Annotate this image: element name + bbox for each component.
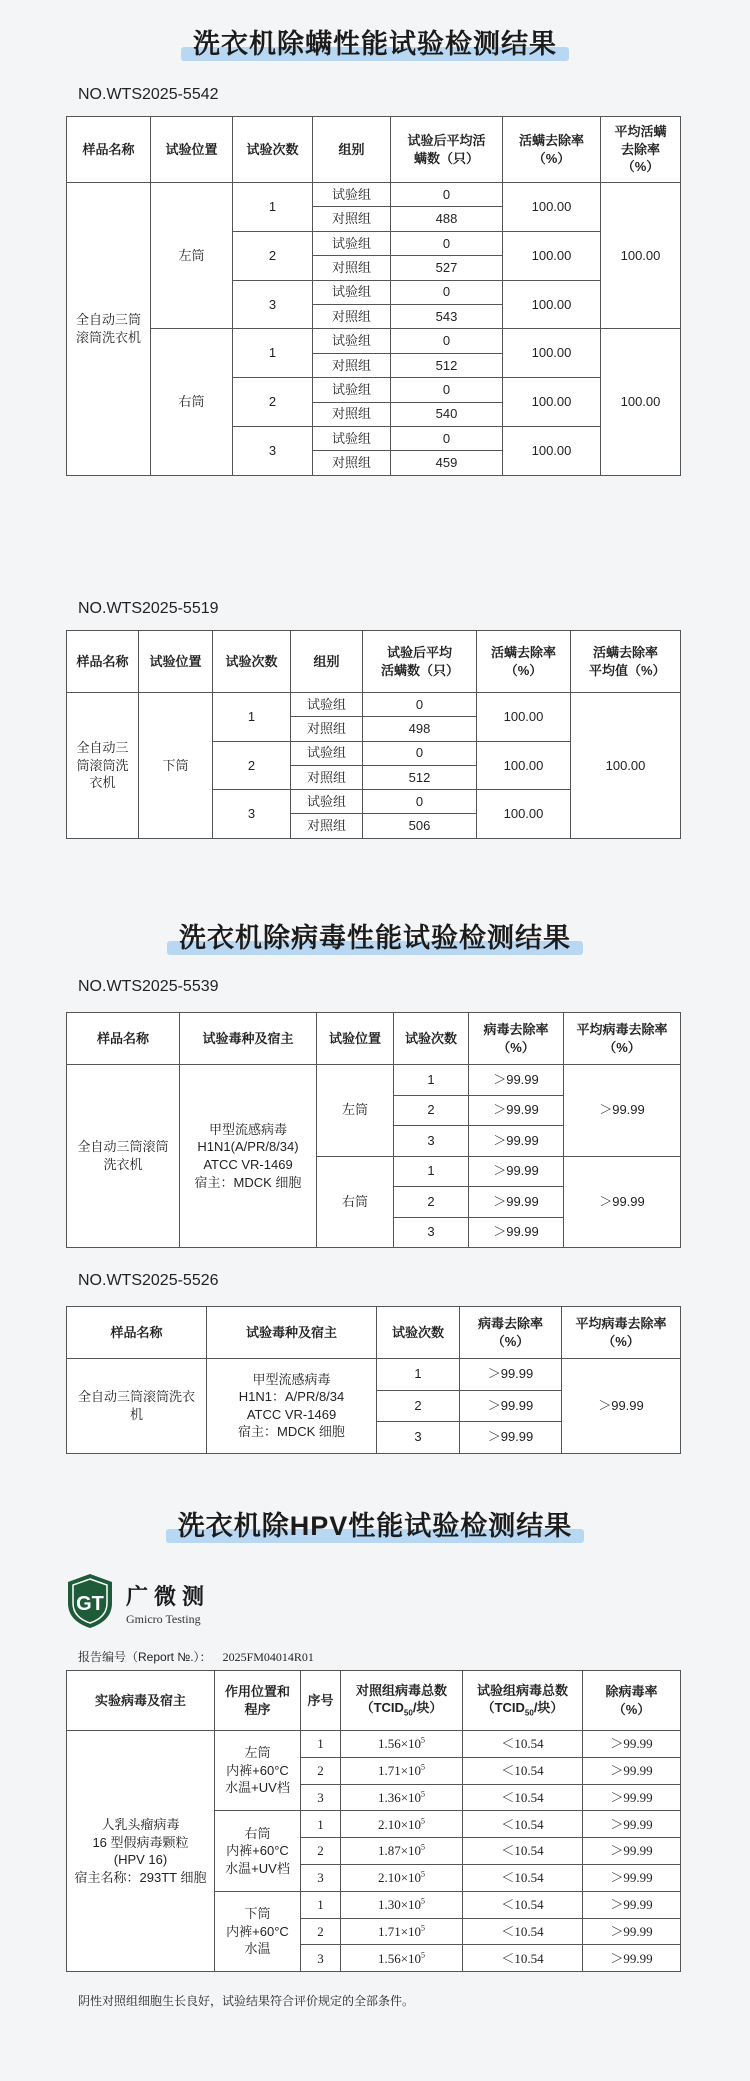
col-header: 样品名称 bbox=[67, 117, 151, 183]
test-virus-count: ＜10.54 bbox=[463, 1918, 583, 1945]
virus-removal-rate: ＞99.99 bbox=[460, 1359, 562, 1391]
col-header: 样品名称 bbox=[67, 631, 139, 693]
avg-virus-removal-rate: ＞99.99 bbox=[564, 1156, 681, 1248]
table-row bbox=[67, 183, 681, 207]
test-virus-count: ＜10.54 bbox=[463, 1864, 583, 1891]
virus-strain bbox=[207, 1359, 377, 1454]
virus-removal-rate: ＞99.99 bbox=[583, 1945, 681, 1972]
seq-number: 2 bbox=[301, 1757, 341, 1784]
count-mantissa: 2.10×10 bbox=[377, 1816, 422, 1832]
trial-number: 3 bbox=[394, 1217, 469, 1248]
seq-number: 1 bbox=[301, 1891, 341, 1918]
mite-table-1 bbox=[66, 116, 681, 476]
count-exponent: 5 bbox=[421, 1762, 426, 1772]
trial-number: 2 bbox=[233, 231, 313, 280]
test-position: 右筒 bbox=[317, 1156, 394, 1248]
virus-removal-rate: ＞99.99 bbox=[469, 1126, 564, 1157]
col-header: 平均病毒去除率（%） bbox=[564, 1013, 681, 1065]
strain-line: 宿主：MDCK 细胞 bbox=[194, 1174, 302, 1190]
group-label: 对照组 bbox=[291, 717, 363, 741]
strain-line: H1N1：A/PR/8/34 bbox=[238, 1389, 345, 1405]
report-number: NO.WTS2025-5526 bbox=[78, 1272, 219, 1289]
group-label: 试验组 bbox=[291, 693, 363, 717]
trial-number: 3 bbox=[233, 426, 313, 475]
trial-number: 1 bbox=[233, 329, 313, 378]
trial-number: 3 bbox=[233, 280, 313, 329]
group-label: 试验组 bbox=[313, 280, 391, 304]
virus-table-1 bbox=[66, 1012, 681, 1248]
section-title-mite: 洗衣机除螨性能试验检测结果 bbox=[0, 22, 750, 61]
test-virus-count: ＜10.54 bbox=[463, 1731, 583, 1758]
avg-virus-removal-rate: ＞99.99 bbox=[564, 1065, 681, 1157]
seq-number: 1 bbox=[301, 1731, 341, 1758]
hpv-table bbox=[66, 1670, 681, 1972]
mite-count: 0 bbox=[391, 183, 503, 207]
mite-count: 0 bbox=[391, 378, 503, 402]
col-header: 试验次数 bbox=[213, 631, 291, 693]
trial-number: 2 bbox=[233, 378, 313, 427]
col-header: 样品名称 bbox=[67, 1013, 180, 1065]
col-header: 作用位置和程序 bbox=[215, 1671, 301, 1731]
subscript: 50 bbox=[403, 1708, 413, 1718]
group-label: 试验组 bbox=[313, 329, 391, 353]
test-virus-count: ＜10.54 bbox=[463, 1784, 583, 1811]
virus-removal-rate: ＞99.99 bbox=[469, 1095, 564, 1126]
mite-count: 0 bbox=[391, 280, 503, 304]
col-header: 活螨去除率（%） bbox=[503, 117, 601, 183]
group-label: 试验组 bbox=[313, 378, 391, 402]
trial-number: 2 bbox=[394, 1187, 469, 1218]
mite-count: 0 bbox=[363, 741, 477, 765]
avg-removal-rate: 100.00 bbox=[601, 329, 681, 475]
seq-number: 3 bbox=[301, 1784, 341, 1811]
col-header: 试验毒种及宿主 bbox=[180, 1013, 317, 1065]
mite-count: 540 bbox=[391, 402, 503, 426]
trial-number: 1 bbox=[213, 693, 291, 742]
control-virus-count bbox=[341, 1784, 463, 1811]
trial-number: 3 bbox=[213, 790, 291, 839]
count-mantissa: 1.36×10 bbox=[377, 1789, 422, 1805]
section-title-hpv: 洗衣机除HPV性能试验检测结果 bbox=[0, 1504, 750, 1543]
col-header: 组别 bbox=[313, 117, 391, 183]
strain-line: ATCC VR-1469 bbox=[246, 1406, 337, 1422]
mite-count: 459 bbox=[391, 451, 503, 475]
position-program bbox=[215, 1891, 301, 1971]
mite-count: 527 bbox=[391, 256, 503, 280]
col-header: 试验位置 bbox=[151, 117, 233, 183]
test-virus-count: ＜10.54 bbox=[463, 1891, 583, 1918]
report-value: 2025FM04014R01 bbox=[222, 1650, 314, 1664]
col-header: 组别 bbox=[291, 631, 363, 693]
seq-number: 3 bbox=[301, 1864, 341, 1891]
col-header bbox=[341, 1671, 463, 1731]
report-number: NO.WTS2025-5519 bbox=[78, 600, 219, 617]
report-label: 报告编号（Report №.）： bbox=[78, 1650, 212, 1664]
test-virus-count: ＜10.54 bbox=[463, 1838, 583, 1865]
position-program bbox=[215, 1811, 301, 1891]
strain-line: H1N1(A/PR/8/34) bbox=[197, 1139, 299, 1155]
mite-table-2 bbox=[66, 630, 681, 839]
col-header: 病毒去除率（%） bbox=[460, 1307, 562, 1359]
col-header: 试验后平均活螨数（只） bbox=[363, 631, 477, 693]
strain-line: ATCC VR-1469 bbox=[203, 1157, 293, 1172]
count-mantissa: 2.10×10 bbox=[377, 1870, 422, 1886]
group-label: 对照组 bbox=[313, 451, 391, 475]
group-label: 对照组 bbox=[313, 256, 391, 280]
test-position: 下筒 bbox=[139, 693, 213, 839]
removal-rate: 100.00 bbox=[503, 183, 601, 232]
mite-count: 0 bbox=[391, 329, 503, 353]
position-program bbox=[215, 1731, 301, 1811]
strain-line: 甲型流感病毒 bbox=[208, 1121, 287, 1137]
subscript: 50 bbox=[524, 1708, 534, 1718]
col-header: 平均病毒去除率（%） bbox=[562, 1307, 681, 1359]
group-label: 对照组 bbox=[291, 814, 363, 838]
col-header bbox=[463, 1671, 583, 1731]
table-row bbox=[67, 1731, 681, 1758]
removal-rate: 100.00 bbox=[503, 280, 601, 329]
mite-count: 512 bbox=[391, 353, 503, 377]
group-label: 对照组 bbox=[291, 765, 363, 789]
avg-removal-rate: 100.00 bbox=[601, 183, 681, 329]
report-number: NO.WTS2025-5542 bbox=[78, 86, 219, 103]
svg-text:GT: GT bbox=[76, 1593, 104, 1615]
group-label: 试验组 bbox=[291, 741, 363, 765]
gmicro-logo bbox=[66, 1573, 114, 1629]
count-mantissa: 1.30×10 bbox=[377, 1896, 422, 1912]
virus-strain bbox=[180, 1065, 317, 1248]
test-virus-count: ＜10.54 bbox=[463, 1945, 583, 1972]
col-header-ctrl: 对照组病毒总数（$TCID_{50}/$块） bbox=[355, 1682, 447, 1718]
group-label: 试验组 bbox=[313, 426, 391, 450]
count-exponent: 5 bbox=[421, 1869, 426, 1879]
mite-count: 498 bbox=[363, 717, 477, 741]
report-number: NO.WTS2025-5539 bbox=[78, 978, 219, 995]
count-mantissa: 1.71×10 bbox=[377, 1923, 422, 1939]
virus-removal-rate: ＞99.99 bbox=[583, 1811, 681, 1838]
group-label: 试验组 bbox=[313, 231, 391, 255]
control-virus-count bbox=[341, 1731, 463, 1758]
program-label: 内裤+60°C水温+UV档 bbox=[225, 1762, 290, 1796]
col-header: 实验病毒及宿主 bbox=[67, 1671, 215, 1731]
group-label: 试验组 bbox=[291, 790, 363, 814]
logo-name: 广微测 bbox=[126, 1584, 211, 1609]
removal-rate: 100.00 bbox=[477, 741, 571, 790]
virus-removal-rate: ＞99.99 bbox=[460, 1422, 562, 1454]
mite-count: 512 bbox=[363, 765, 477, 789]
program-label: 内裤+60°C水温 bbox=[226, 1923, 289, 1957]
mite-count: 543 bbox=[391, 304, 503, 328]
trial-number: 1 bbox=[394, 1156, 469, 1187]
trial-number: 1 bbox=[394, 1065, 469, 1096]
col-header: 活螨去除率平均值（%） bbox=[571, 631, 681, 693]
group-label: 对照组 bbox=[313, 304, 391, 328]
virus-and-host bbox=[67, 1731, 215, 1972]
count-mantissa: 1.87×10 bbox=[377, 1843, 422, 1859]
removal-rate: 100.00 bbox=[503, 378, 601, 427]
control-virus-count bbox=[341, 1945, 463, 1972]
virus-line: 16 型假病毒颗粒 bbox=[92, 1834, 189, 1850]
virus-removal-rate: ＞99.99 bbox=[469, 1156, 564, 1187]
control-virus-count bbox=[341, 1757, 463, 1784]
virus-removal-rate: ＞99.99 bbox=[469, 1065, 564, 1096]
sample-name: 全自动三筒滚筒洗衣机 bbox=[67, 1359, 207, 1454]
removal-rate: 100.00 bbox=[477, 790, 571, 839]
position-label: 下筒 bbox=[244, 1906, 271, 1922]
col-header: 除病毒率（%） bbox=[583, 1671, 681, 1731]
col-header: 活螨去除率（%） bbox=[477, 631, 571, 693]
virus-line: 宿主名称：293TT 细胞 bbox=[74, 1869, 207, 1885]
virus-removal-rate: ＞99.99 bbox=[583, 1918, 681, 1945]
count-exponent: 5 bbox=[421, 1816, 426, 1826]
mite-count: 0 bbox=[391, 231, 503, 255]
control-virus-count bbox=[341, 1918, 463, 1945]
group-label: 对照组 bbox=[313, 353, 391, 377]
seq-number: 2 bbox=[301, 1838, 341, 1865]
mite-count: 0 bbox=[363, 693, 477, 717]
col-header: 试验后平均活螨数（只） bbox=[391, 117, 503, 183]
mite-count: 0 bbox=[391, 426, 503, 450]
col-header: 试验次数 bbox=[394, 1013, 469, 1065]
table-row bbox=[67, 1359, 681, 1391]
virus-removal-rate: ＞99.99 bbox=[583, 1864, 681, 1891]
group-label: 对照组 bbox=[313, 207, 391, 231]
sample-name: 全自动三筒滚筒洗衣机 bbox=[67, 1065, 180, 1248]
trial-number: 2 bbox=[377, 1390, 460, 1422]
virus-removal-rate: ＞99.99 bbox=[469, 1187, 564, 1218]
trial-number: 3 bbox=[377, 1422, 460, 1454]
trial-number: 1 bbox=[377, 1359, 460, 1391]
test-virus-count: ＜10.54 bbox=[463, 1811, 583, 1838]
virus-removal-rate: ＞99.99 bbox=[583, 1731, 681, 1758]
virus-removal-rate: ＞99.99 bbox=[583, 1757, 681, 1784]
virus-removal-rate: ＞99.99 bbox=[460, 1390, 562, 1422]
count-mantissa: 1.56×10 bbox=[377, 1950, 422, 1966]
virus-removal-rate: ＞99.99 bbox=[583, 1891, 681, 1918]
sample-name: 全自动三筒滚筒洗衣机 bbox=[67, 693, 139, 839]
trial-number: 3 bbox=[394, 1126, 469, 1157]
table-row bbox=[67, 693, 681, 717]
removal-rate: 100.00 bbox=[503, 426, 601, 475]
mite-count: 506 bbox=[363, 814, 477, 838]
footnote: 阴性对照组细胞生长良好，试验结果符合评价规定的全部条件。 bbox=[78, 1994, 415, 2008]
col-header: 试验位置 bbox=[139, 631, 213, 693]
test-virus-count: ＜10.54 bbox=[463, 1757, 583, 1784]
count-exponent: 5 bbox=[421, 1896, 426, 1906]
col-header: 试验位置 bbox=[317, 1013, 394, 1065]
avg-virus-removal-rate: ＞99.99 bbox=[562, 1359, 681, 1454]
col-header: 试验毒种及宿主 bbox=[207, 1307, 377, 1359]
virus-removal-rate: ＞99.99 bbox=[583, 1784, 681, 1811]
col-header: 试验次数 bbox=[233, 117, 313, 183]
removal-rate: 100.00 bbox=[503, 231, 601, 280]
position-label: 右筒 bbox=[244, 1825, 271, 1841]
count-mantissa: 1.71×10 bbox=[377, 1762, 422, 1778]
control-virus-count bbox=[341, 1891, 463, 1918]
trial-number: 1 bbox=[233, 183, 313, 232]
virus-removal-rate: ＞99.99 bbox=[583, 1838, 681, 1865]
strain-line: 宿主：MDCK 细胞 bbox=[238, 1424, 345, 1440]
count-exponent: 5 bbox=[421, 1789, 426, 1799]
sample-name: 全自动三筒滚筒洗衣机 bbox=[67, 183, 151, 476]
col-header: 样品名称 bbox=[67, 1307, 207, 1359]
section-title-virus: 洗衣机除病毒性能试验检测结果 bbox=[0, 916, 750, 955]
col-header: 试验次数 bbox=[377, 1307, 460, 1359]
count-exponent: 5 bbox=[421, 1923, 426, 1933]
mite-count: 0 bbox=[363, 790, 477, 814]
virus-line: 人乳头瘤病毒 bbox=[101, 1816, 180, 1832]
trial-number: 2 bbox=[213, 741, 291, 790]
trial-number: 2 bbox=[394, 1095, 469, 1126]
table-row bbox=[67, 329, 681, 353]
control-virus-count bbox=[341, 1811, 463, 1838]
col-header: 序号 bbox=[301, 1671, 341, 1731]
count-exponent: 5 bbox=[421, 1950, 426, 1960]
removal-rate: 100.00 bbox=[503, 329, 601, 378]
logo-english-name: Gmicro Testing bbox=[126, 1612, 201, 1626]
table-row bbox=[67, 1065, 681, 1096]
control-virus-count bbox=[341, 1838, 463, 1865]
program-label: 内裤+60°C水温+UV档 bbox=[225, 1843, 290, 1876]
control-virus-count bbox=[341, 1864, 463, 1891]
test-position: 左筒 bbox=[317, 1065, 394, 1157]
test-position: 左筒 bbox=[151, 183, 233, 329]
removal-rate: 100.00 bbox=[477, 693, 571, 742]
report-number-line bbox=[78, 1648, 314, 1665]
col-header: 病毒去除率（%） bbox=[469, 1013, 564, 1065]
strain-line: 甲型流感病毒 bbox=[252, 1371, 331, 1387]
virus-removal-rate: ＞99.99 bbox=[469, 1217, 564, 1248]
group-label: 对照组 bbox=[313, 402, 391, 426]
count-mantissa: 1.56×10 bbox=[377, 1736, 422, 1752]
group-label: 试验组 bbox=[313, 183, 391, 207]
position-label: 左筒 bbox=[244, 1745, 271, 1761]
col-header: 平均活螨去除率（%） bbox=[601, 117, 681, 183]
avg-removal-rate: 100.00 bbox=[571, 693, 681, 839]
virus-table-2 bbox=[66, 1306, 681, 1454]
seq-number: 1 bbox=[301, 1811, 341, 1838]
seq-number: 2 bbox=[301, 1918, 341, 1945]
virus-line: (HPV 16) bbox=[113, 1852, 168, 1868]
mite-count: 488 bbox=[391, 207, 503, 231]
count-exponent: 5 bbox=[421, 1735, 426, 1745]
test-position: 右筒 bbox=[151, 329, 233, 475]
count-exponent: 5 bbox=[421, 1842, 426, 1852]
col-header-test: 试验组病毒总数（$TCID_{50}/$块） bbox=[476, 1682, 568, 1718]
seq-number: 3 bbox=[301, 1945, 341, 1972]
